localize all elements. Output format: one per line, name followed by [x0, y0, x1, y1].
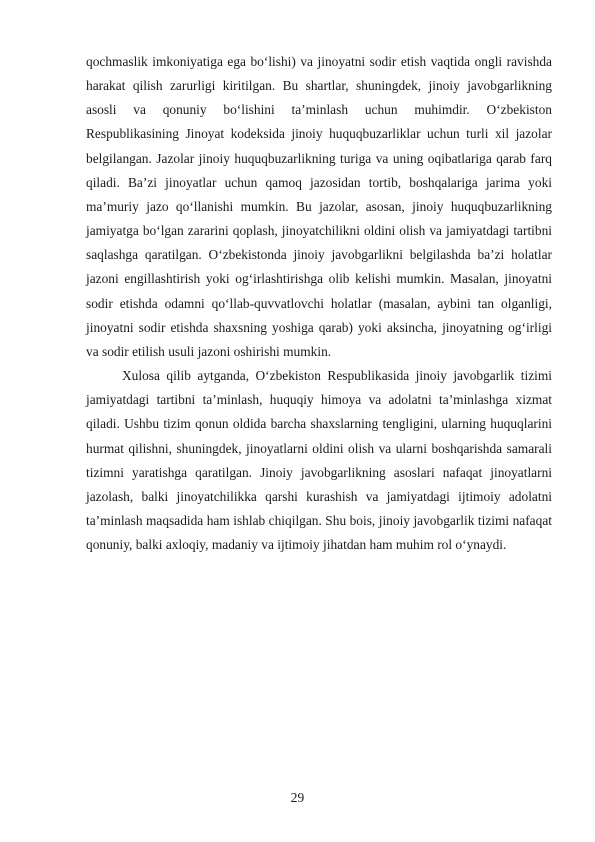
paragraph-continuation: qochmaslik imkoniyatiga ega bo‘lishi) va jinoyatni sodir etish vaqtida ongli ravishda harakat qilish zarurligi kiritilgan. Bu shartlar, shuningdek, jinoiy javobgarlikning asosli va qonuniy bo‘lishini ta’minlash uchun muhimdir. O‘zbekiston Respublikasining Jinoyat kodeksida jinoiy huquqbuzarliklar uchun turli xil jazolar belgilangan. Jazolar jinoiy huquqbuzarlikning turiga va uning oqibatlariga qarab farq qiladi. Ba’zi jinoyatlar uchun qamoq jazosidan tortib, boshqalariga jarima yoki ma’muriy jazo qo‘llanishi mumkin. Bu jazolar, asosan, jinoiy huquqbuzarlikning jamiyatga bo‘lgan zararini qoplash, jinoyatchilikni oldini olish va jamiyatdagi tartibni saqlashga qaratilgan. O‘zbekistonda jinoiy javobgarlikni belgilashda ba’zi holatlar jazoni engillashtirish yoki og‘irlashtirishga olib kelishi mumkin. Masalan, jinoyatni sodir etishda odamni qo‘llab-quvvatlovchi holatlar (masalan, aybini tan olganligi, jinoyatni sodir etishda shaxsning yoshiga qarab) yoki aksincha, jinoyatning og‘irligi va sodir etilish usuli jazoni oshirishi mumkin.	[86, 54, 552, 359]
page-number: 29	[290, 790, 305, 805]
body-text	[86, 50, 552, 557]
paragraph-conclusion: Xulosa qilib aytganda, O‘zbekiston Respublikasida jinoiy javobgarlik tizimi jamiyatdagi tartibni ta’minlash, huquqiy himoya va adolatni ta’minlashga xizmat qiladi. Ushbu tizim qonun oldida barcha shaxslarning tengligini, ularning huquqlarini hurmat qilishni, shuningdek, jinoyatlarni oldini olish va ularni boshqarishda samarali tizimni yaratishga qaratilgan. Jinoiy javobgarlikning asoslari nafaqat jinoyatlarni jazolash, balki jinoyatchilikka qarshi kurashish va jamiyatdagi ijtimoiy adolatni ta’minlash maqsadida ham ishlab chiqilgan. Shu bois, jinoiy javobgarlik tizimi nafaqat qonuniy, balki axloqiy, madaniy va ijtimoiy jihatdan ham muhim rol o‘ynaydi.	[86, 368, 552, 553]
